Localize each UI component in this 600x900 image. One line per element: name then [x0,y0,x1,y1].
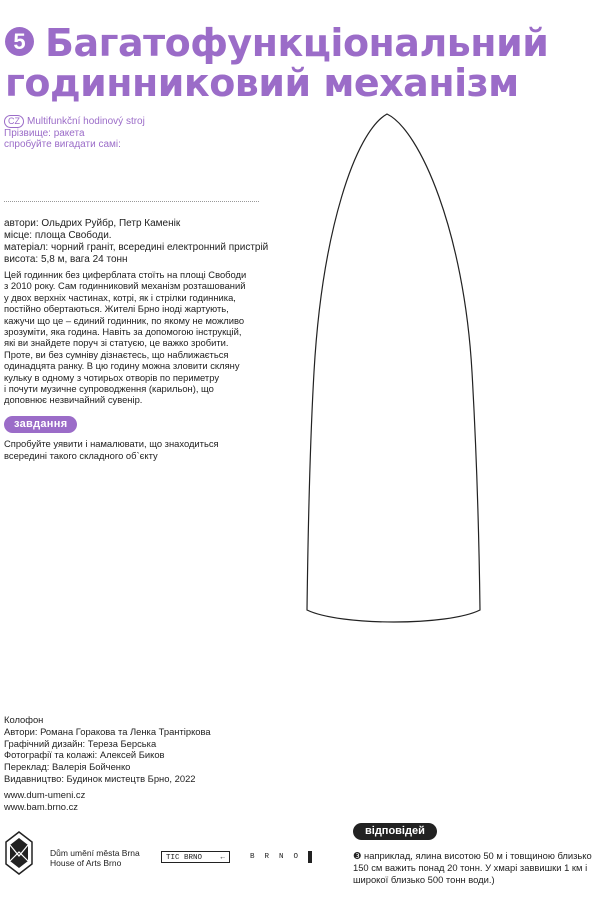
brno-letter: B [250,853,255,861]
answers-text [353,850,599,886]
tic-brno-logo [161,851,230,863]
description-line: і почути музичне супроводження (карильон), що [4,383,214,395]
house-of-arts-logo-icon [4,830,34,876]
colophon-publisher: Видавництво: Будинок мистецтв Брно, 2022 [4,772,196,784]
answer-marker: ❸ [353,850,362,861]
nickname-text: Прізвище: ракета [4,128,85,139]
description-line: у двох верхніх частинах, котрі, як і стрілки годинника, [4,291,236,303]
page-title-line-1: Багатофункціональний [45,21,549,65]
web-links [4,789,85,813]
colophon-translation: Переклад: Валерія Бойченко [4,761,131,773]
description-line: кажучи що це – єдиний годинник, по якому не можливо [4,314,245,326]
cz-name: Multifunkční hodinový stroj [27,116,145,127]
task-line: Спробуйте уявити і намалювати, що знаходиться [4,438,219,449]
description-line: постійно обертаються. Жителі Брно іноді жартують, [4,303,229,315]
cz-badge: CZ [4,115,24,128]
meta-place: місце: площа Свободи. [4,230,112,241]
brno-letter: N [279,853,284,861]
task-text [4,438,266,462]
brno-letter: R [264,853,270,861]
description-line: Проте, ви без сумніву дізнаєтесь, що наближається [4,348,229,360]
answer-line-3: широкої близько 500 тонн води.) [353,874,495,885]
brno-bar-icon [308,851,312,863]
colophon-heading: Колофон [4,714,44,725]
colophon [4,714,211,785]
answers-label: відповідей [353,823,437,840]
rocket-outline-drawing [300,112,485,644]
arrow-left-icon: ← [220,854,225,862]
tic-brno-label: TIC BRNO [166,854,203,862]
meta-material: матеріал: чорний граніт, всередині електронний пристрій [4,242,269,253]
house-of-arts-name-cz: Dům umění města Brna [50,848,140,858]
task-line: всередині такого складного об`єкту [4,450,158,461]
dotted-divider [4,201,259,202]
colophon-design: Графічний дизайн: Тереза Берська [4,737,157,749]
page-title-line-2: годинниковий механізм [5,61,519,105]
description-line: Цей годинник без циферблата стоїть на площі Свободи [4,269,247,280]
answer-line-1: наприклад, ялина висотою 50 м і товщиною близько [361,850,592,861]
section-number-badge: 5 [5,27,34,56]
description-line: одинадцята ранку. В цю годину можна зловити скляну [4,360,240,372]
cz-name-row [4,115,145,128]
colophon-authors: Автори: Романа Горакова та Ленка Трантіркова [4,725,211,737]
answer-line-2: 150 см важить понад 20 тонн. У хмарі заввишки 1 км і [353,862,588,873]
brno-logo [250,851,312,863]
meta-authors: автори: Ольдрих Руйбр, Петр Каменік [4,218,181,229]
answer-line [353,850,599,862]
object-meta [4,218,268,266]
description-line: зрозуміти, яка година. Навіть за допомогою інструкцій, [4,326,242,338]
description-line: з 2010 року. Сам годинниковий механізм розташований [4,280,246,292]
link-dum-umeni[interactable]: www.dum-umeni.cz [4,789,86,800]
description-text [4,269,266,406]
brno-letter: O [293,853,299,861]
colophon-photos: Фотографії та колажі: Алексей Биков [4,749,165,761]
description-line: доповнює незвичайний сувенір. [4,394,143,406]
link-bam-brno[interactable]: www.bam.brno.cz [4,800,78,812]
description-line: які ви знайдете поруч зі статуєю, це важко зробити. [4,337,229,349]
meta-height: висота: 5,8 м, вага 24 тонн [4,254,128,265]
house-of-arts-name [50,849,140,868]
house-of-arts-name-en: House of Arts Brno [50,857,122,868]
task-label: завдання [4,416,77,433]
invent-prompt: спробуйте вигадати самі: [4,139,121,150]
description-line: кульку в одному з чотирьох отворів по периметру [4,371,220,383]
